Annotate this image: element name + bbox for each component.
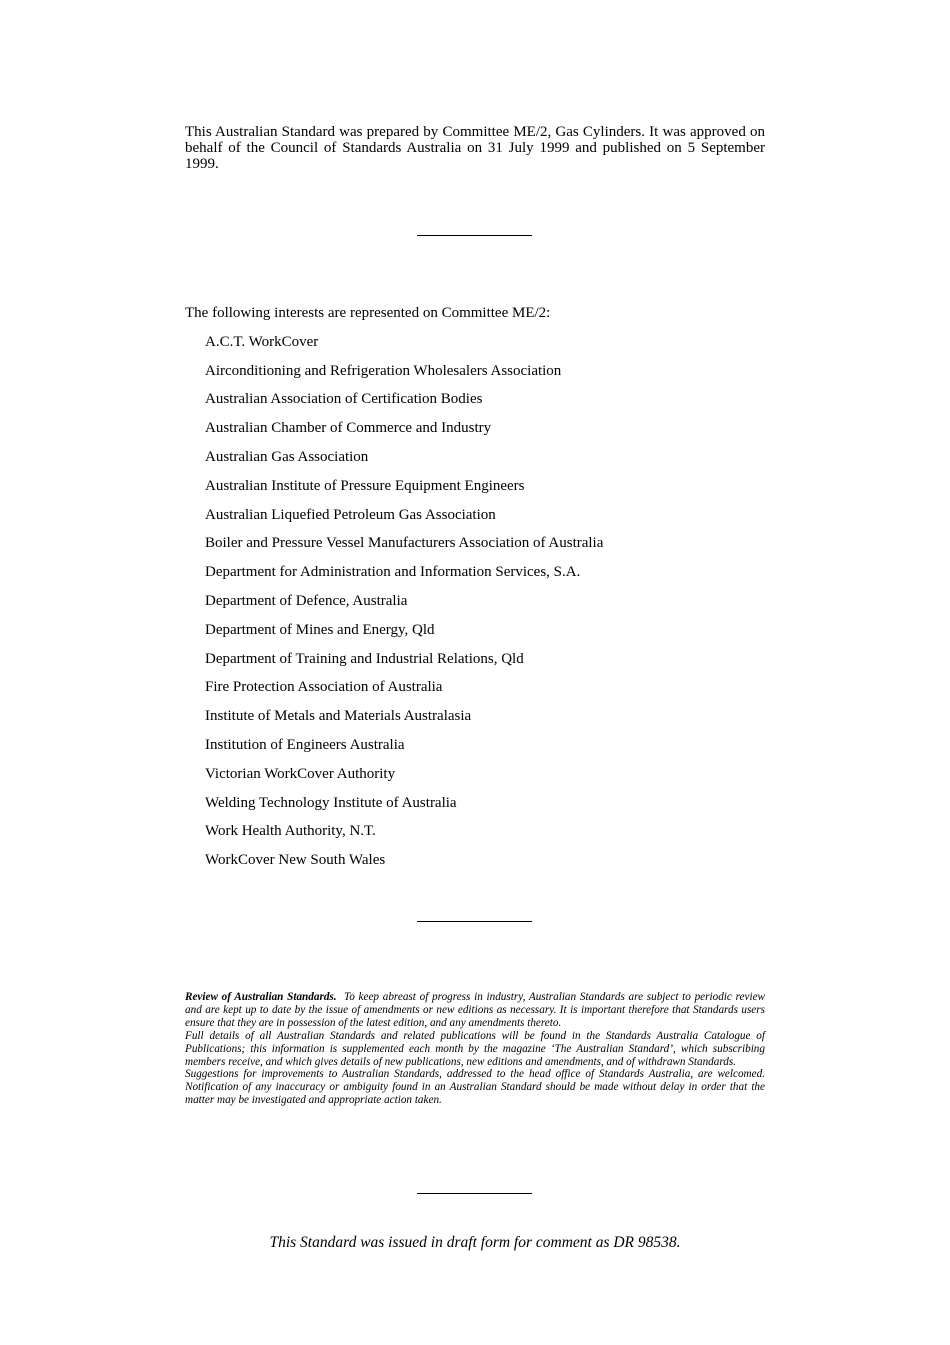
list-item: Australian Association of Certification Bodies [205, 391, 483, 408]
list-item: Department of Defence, Australia [205, 592, 408, 609]
list-item: Department for Administration and Information Services, S.A. [205, 564, 581, 581]
list-item: Australian Chamber of Commerce and Industry [205, 420, 492, 437]
list-item: Australian Liquefied Petroleum Gas Association [205, 506, 496, 523]
committee-section [185, 304, 785, 880]
section-divider [417, 235, 532, 236]
review-notice [185, 991, 765, 1107]
list-item: A.C.T. WorkCover [205, 333, 319, 350]
committee-heading: The following interests are represented on Committee ME/2: [185, 305, 551, 321]
catalogue-paragraph: Full details of all Australian Standards and related publications will be found in the Standards Australia Catalogue of Publications; this information is supplemented each month by the magazine ‘The Australian Standard’, which subscribing members receive, and which gives details of new publications, new editions and amendments, and of withdrawn Standards. [185, 1029, 765, 1068]
list-item: Department of Mines and Energy, Qld [205, 621, 435, 638]
list-item: Boiler and Pressure Vessel Manufacturers Association of Australia [205, 535, 604, 552]
list-item: Institution of Engineers Australia [205, 736, 405, 753]
review-text: To keep abreast of progress in industry, Australian Standards are subject to periodic review and are kept up to date by the issue of amendments or new editions as necessary. It is important therefore that Standards users ensure that they are in possession of the latest edition, and any amendments thereto. [185, 991, 766, 1029]
list-item: Victorian WorkCover Authority [205, 765, 396, 782]
committee-member-list [185, 333, 785, 880]
list-item: Institute of Metals and Materials Australasia [205, 708, 472, 725]
list-item: Welding Technology Institute of Australia [205, 794, 457, 811]
list-item: Fire Protection Association of Australia [205, 679, 443, 696]
section-divider [417, 1193, 532, 1194]
section-divider [417, 921, 532, 922]
list-item: Australian Gas Association [205, 448, 369, 465]
list-item: WorkCover New South Wales [205, 852, 386, 869]
review-paragraph [185, 991, 765, 1030]
draft-note: This Standard was issued in draft form for comment as DR 98538. [269, 1234, 681, 1251]
preparation-statement: This Australian Standard was prepared by Committee ME/2, Gas Cylinders. It was approved on behalf of the Council of Standards Australia on 31 July 1999 and published on 5 September 1999. [185, 124, 765, 172]
review-heading: Review of Australian Standards. [185, 991, 337, 1003]
list-item: Airconditioning and Refrigeration Wholesalers Association [205, 362, 562, 379]
list-item: Department of Training and Industrial Relations, Qld [205, 650, 524, 667]
list-item: Work Health Authority, N.T. [205, 823, 376, 840]
list-item: Australian Institute of Pressure Equipment Engineers [205, 477, 525, 494]
suggestions-paragraph: Suggestions for improvements to Australian Standards, addressed to the head office of Standards Australia, are welcomed. Notification of any inaccuracy or ambiguity found in an Australian Standard should be made without delay in order that the matter may be investigated and appropriate action taken. [185, 1068, 765, 1107]
